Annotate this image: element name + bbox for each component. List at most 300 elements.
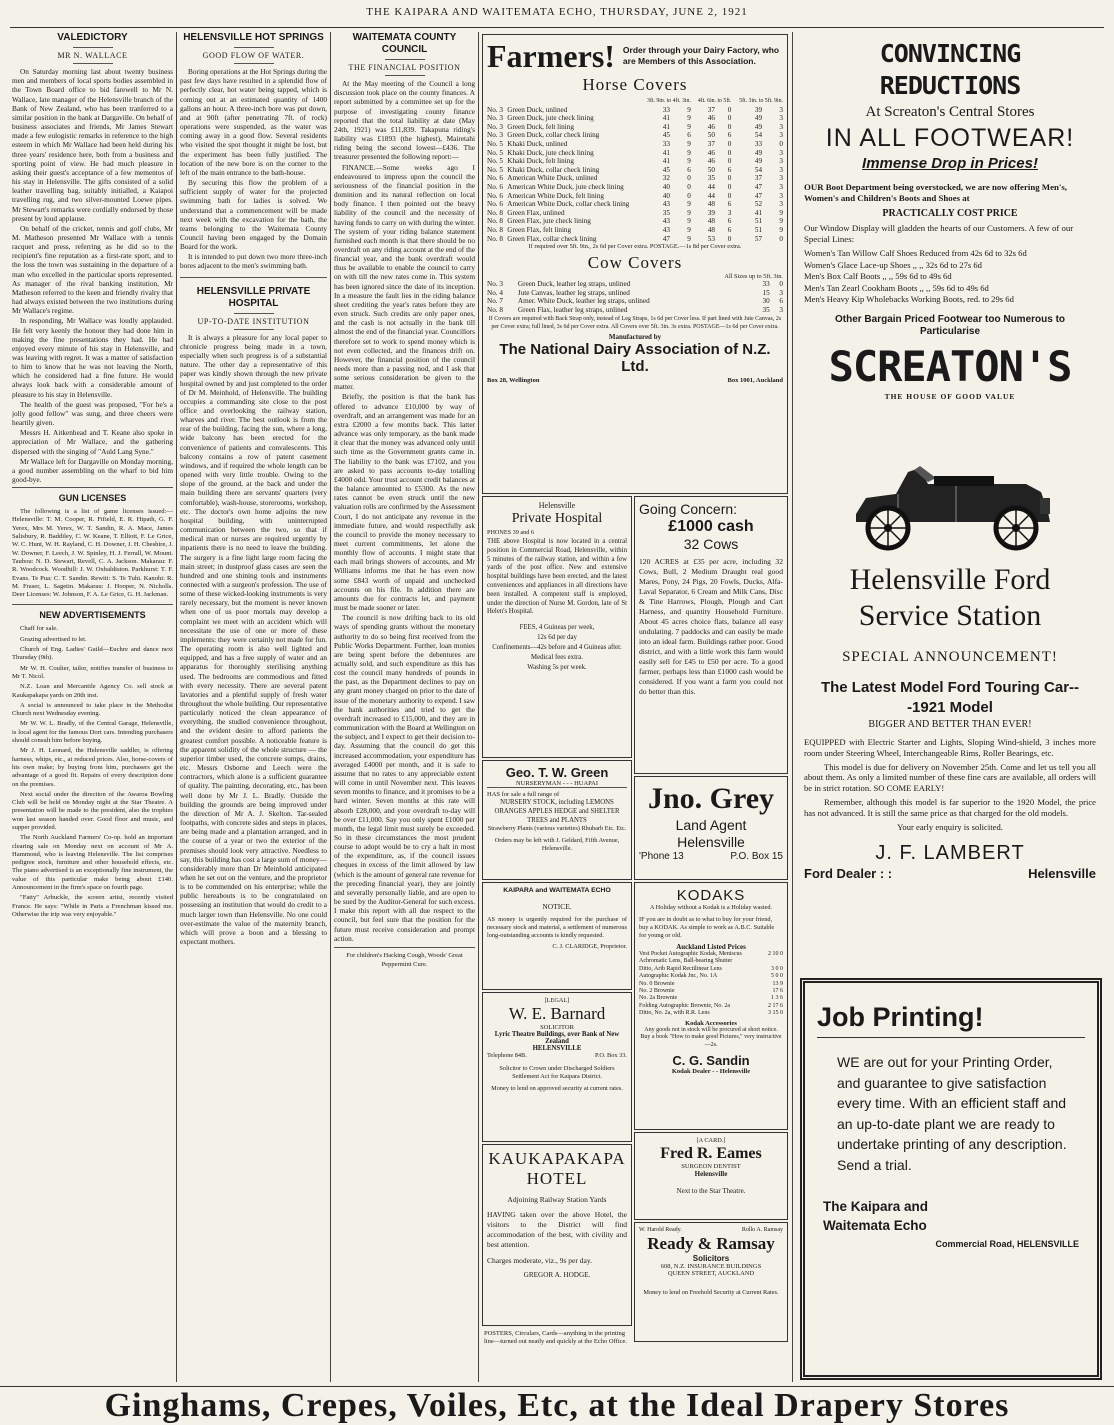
table-cell: 48 — [707, 225, 715, 234]
new-advertisements-title: NEW ADVERTISEMENTS — [39, 610, 146, 621]
table-cell: 41 — [662, 157, 670, 166]
table-cell: 0 — [727, 122, 732, 131]
table-cell: No. 8 — [487, 305, 503, 314]
table-cell: No. 3 — [487, 114, 503, 123]
kodak-price: 2 17 6 — [768, 1002, 783, 1009]
green-line: NURSERYMAN - - - HUAPAI — [487, 780, 627, 788]
grey-land-agent-ad — [634, 776, 788, 880]
article-title-2: HELENSVILLE PRIVATE HOSPITAL — [196, 285, 311, 309]
article-paragraph: On behalf of the cricket, tennis and golf clubs, Mr M. Matheson presented Mr Wallace with a tennis racquet and press, referring as he did so to the recipient's fine reputation as a first-rate sport, and to the loss the town was sustaining in the departure of a man who excelled in the particular sports represented. As manager of the rival banking institution, Mr Matheson referred to the keen and friendly rivalry that had always existed between the two institutions during Mr Wallace's regime. — [12, 223, 173, 316]
eames-role: SURGEON DENTIST — [681, 1163, 741, 1170]
table-cell: 0 — [779, 234, 783, 243]
table-cell: 37 — [707, 105, 715, 114]
table-cell: 40 — [662, 182, 670, 191]
screaton-footwear: IN ALL FOOTWEAR! — [825, 124, 1075, 152]
table-cell: 41 — [662, 148, 670, 157]
advertisement-item: A social is announced to take place in the Methodist Church next Wednesday evening. — [12, 701, 173, 718]
table-cell: 33 — [662, 139, 670, 148]
table-cell: 50 — [707, 131, 715, 140]
horse-covers-title: Horse Covers — [582, 75, 688, 94]
green-orders: Orders may be left with J. Geldard, Fifth Avenue, Helensville. — [494, 837, 620, 852]
grey-box: P.O. Box 15 — [730, 851, 783, 862]
table-cell: American White Duck, felt lining — [507, 191, 604, 200]
advertisement-item: "Fatty" Arbuckle, the screen artist, recently visited France. He says: "While in Paris a Frenchman kissed me. Otherwise the trip was very enjoyable." — [12, 894, 173, 918]
table-cell: 3 — [779, 200, 783, 209]
notice-signature: C. J. CLARIDGE, Proprietor. — [552, 943, 627, 950]
article-body-2 — [180, 333, 327, 946]
screaton-special-line: Women's Glace Lace-up Shoes ,, ,, 32s 6d to 27s 6d — [804, 259, 982, 270]
table-cell: 54 — [754, 131, 763, 140]
advertisement-item: Next social under the direction of the Awaroa Bowling Club will be held on Monday night at the Star Theatre. A presentation will be made to the president, also the trophies won last season handed over. Good floor and music, and supper provided. — [12, 790, 173, 831]
article-body — [180, 67, 327, 270]
barnard-name: W. E. Barnard — [508, 1004, 606, 1023]
table-cell: Jute Canvas, leather leg straps, unlined — [517, 288, 630, 297]
screaton-special-line: Women's Tan Willow Calf Shoes Reduced from 42s 6d to 32s 6d — [804, 248, 1027, 258]
cow-cover-row — [487, 280, 783, 289]
green-text: HAS for sale a full range of — [487, 791, 560, 798]
barnard-role: SOLICITOR — [540, 1024, 574, 1031]
table-cell: 0 — [779, 280, 783, 289]
table-cell: No. 6 — [487, 174, 503, 183]
association-name: The National Dairy Association of N.Z. Ltd. — [499, 341, 771, 376]
table-cell: 49 — [754, 122, 763, 131]
article-body — [12, 67, 173, 484]
manufactured-by: Manufactured by — [608, 333, 662, 342]
kodaks-tagline: A Holiday without a Kodak is a Holiday wasted. — [649, 904, 773, 911]
table-cell: Green Duck, collar check lining — [507, 131, 600, 140]
article-paragraph: Mr Wallace left for Dargaville on Monday morning, a good number assembling on the wharf to bid him good-bye. — [12, 456, 173, 485]
screaton-house: THE HOUSE OF GOOD VALUE — [884, 391, 1016, 401]
hospital-fee-line: Medical fees extra. — [531, 654, 583, 662]
table-cell: 0 — [687, 174, 691, 183]
barnard-address: Lyric Theatre Buildings, over Bank of New Zealand — [494, 1031, 620, 1045]
screaton-name: SCREATON'S — [828, 341, 1072, 391]
table-cell: 9 — [687, 139, 691, 148]
table-cell: 3 — [779, 288, 783, 297]
advertisement-item: The North Auckland Farmers' Co-op. hold an important clearing sale on Monday next on account of Mr A. Hammond, who is leaving Helensville. The list comprises pedigree stock, furniture and other household effects, etc. The piano advertised is an exceptionally fine instrument, the value of this particular make being about £140. Announcement in the firm's space on fourth page. — [12, 834, 173, 892]
table-cell: Green Flax, felt lining — [507, 225, 572, 234]
table-cell: 3 — [779, 122, 783, 131]
table-cell: 3 — [779, 182, 783, 191]
article-paragraph: It is intended to put down two more three-inch bores adjacent to the men's swimming bath. — [180, 252, 327, 271]
table-cell: 3 — [779, 157, 783, 166]
table-cell: 44 — [707, 182, 715, 191]
cow-covers-head: All Sizes up to 5ft. 3in. — [724, 273, 783, 281]
table-cell: 32 — [662, 174, 670, 183]
column-hot-springs — [180, 32, 327, 1384]
kodak-item: No. 2 Brownie — [639, 988, 675, 995]
cow-covers-note: If Covers are required with Back Strap only, instead of Leg Straps, 1s 6d per Cover less. If part lined with Jute Canvas, 2s per Cover extra; full lined, 3s 6d per Cover extra. All Covers over 5ft. 3in. 3s extra. POSTAGE—1s 6d per Cover extra. — [488, 316, 782, 330]
table-cell: 49 — [754, 114, 763, 123]
table-cell: 0 — [727, 148, 732, 157]
table-cell: 3 — [779, 174, 783, 183]
kodak-price: 5 0 0 — [771, 973, 783, 980]
kodak-price-row — [639, 966, 783, 973]
table-cell: 51 — [754, 217, 763, 226]
table-cell: 45 — [662, 165, 670, 174]
table-cell: 6 — [727, 131, 732, 140]
article-paragraph: By securing this flow the problem of a sufficient supply of water for the projected swimming bath for ladies is solved. We understand that a commencement will be made next week with the excavation for the bath, the teams belonging to the Waitemata County Council having been engaged by the Domain Board for the work. — [180, 178, 327, 252]
table-cell: 30 — [762, 297, 770, 306]
sandin-name: C. G. Sandin — [672, 1053, 750, 1069]
ford-car-illustration — [836, 454, 1064, 554]
table-cell: American White Duck, jute check lining — [507, 182, 624, 191]
hotel-charges: Charges moderate, viz., 9s per day. — [487, 1256, 592, 1265]
table-cell: 54 — [754, 165, 763, 174]
table-cell: 3 — [779, 131, 783, 140]
ready-partner-1: W. Harold Ready. — [639, 1227, 682, 1233]
kodaks-text: IF you are in doubt as to what to buy for your friend, buy a KODAK. As simple to work as A.B.C. Suitable for young or old. — [639, 916, 775, 939]
grey-name: Jno. Grey — [647, 782, 775, 815]
ford-better: BIGGER AND BETTER THAN EVER! — [868, 719, 1032, 730]
article-paragraph: Briefly, the position is that the bank has offered to advance £10,000 by way of overdraft, and an arrangement was made for an extra £2000 a few months back. This latter advance was only temporary, as the bank made it clear that the money was advanced only until such time as the Government grants came in. The liability to the bank was £7102, and you are asked to pass accounts to-day totalling £4000 odd. Your trust account credit balances at the balance amounted to £5300. As the new rates cannot be even struck until the new valuation rolls are confirmed by the Assessment Court, I do not anticipate any revenue in the immediate future, and would respectfully ask the council to provide the money necessary to meet current commitments, let alone the monthly flow of accounts. I might state that each mail brings showers of accounts, and Mr Williams informs me that he has even now some £843 worth of unpaid and unchecked accounts on his file. In addition there are amounts due for contracts let, and payment must be made sooner or later. — [334, 392, 475, 613]
table-cell: 39 — [707, 208, 715, 217]
hotel-text: HAVING taken over the above Hotel, the visitors to the District will find accommodation of the best, with civility and best attention. — [487, 1210, 627, 1249]
table-cell: 0 — [727, 234, 732, 243]
article-title: HELENSVILLE HOT SPRINGS — [183, 32, 324, 43]
hospital-fee-line: Washing 5s per week. — [527, 664, 587, 672]
table-cell: 49 — [754, 148, 763, 157]
barnard-town: HELENSVILLE — [532, 1045, 582, 1052]
table-cell: No. 6 — [487, 191, 503, 200]
farmers-ad — [482, 34, 788, 494]
kodaks-listed-prices: Auckland Listed Prices — [676, 943, 746, 951]
horse-cover-row — [487, 226, 783, 235]
table-cell: 39 — [754, 105, 763, 114]
new-advertisements-list — [12, 625, 173, 919]
table-cell: 46 — [707, 114, 715, 123]
ready-money: Money to lend on Freehold Security at Current Rates. — [643, 1289, 779, 1296]
ready-ramsay-ad — [634, 1222, 788, 1342]
box-wellington: Box 28, Wellington — [487, 377, 540, 385]
screaton-subtitle: At Screaton's Central Stores — [865, 104, 1035, 120]
advertisement-item: Mr W. H. Coulter, tailor, notifies transfer of business to Mr T. Nicol. — [12, 664, 173, 680]
table-cell: Green Flax, jute check lining — [507, 217, 591, 226]
ford-ad — [796, 444, 1104, 974]
article-paragraph: At the May meeting of the Council a long discussion took place on the county finances. A report submitted by a committee set up for the purpose of investigating county finance reported that the total liability at date (May 24th, 1921) was £11,839. Takapuna riding's liability was £1893 (the highest), Mairetahi riding being the second lowest—£436. The treasurer presented the following report:— — [334, 79, 475, 162]
table-cell: 33 — [762, 280, 770, 289]
kodak-price-row — [639, 995, 783, 1002]
green-extra: Strawberry Plants (various varieties) Rhubarb Etc. Etc. — [487, 825, 627, 832]
table-cell: 0 — [727, 105, 732, 114]
table-cell: 33 — [754, 139, 763, 148]
ford-text-2: This model is due for delivery on November 25th. Come and let us tell you all about them. As only a limited number of these fine cars are available, all orders will be in strict rotation. SO COME EARLY! — [804, 761, 1096, 794]
column-rule — [792, 32, 793, 1382]
table-cell: Khaki Duck, felt lining — [507, 157, 574, 166]
table-cell: 47 — [754, 182, 763, 191]
horse-cover-row — [487, 174, 783, 183]
going-cows: 32 Cows — [683, 536, 739, 552]
barnard-ad — [482, 992, 632, 1142]
table-cell: 46 — [707, 148, 715, 157]
horse-cover-row — [487, 123, 783, 132]
ready-street: QUEEN STREET, AUCKLAND — [667, 1270, 755, 1277]
article-title: WAITEMATA COUNTY COUNCIL — [352, 32, 457, 55]
table-cell: 0 — [727, 191, 732, 200]
eames-next: Next to the Star Theatre. — [676, 1187, 746, 1195]
table-cell: 0 — [727, 182, 732, 191]
table-cell: 9 — [779, 217, 783, 226]
posters-note: POSTERS, Circulars, Cards—anything in the printing line—turned out neatly and quickly at the Echo Office. — [484, 1330, 628, 1345]
table-cell: 50 — [707, 165, 715, 174]
table-cell: 43 — [662, 217, 670, 226]
table-cell: 9 — [687, 148, 691, 157]
table-cell: 3 — [779, 105, 783, 114]
horse-cover-row — [487, 131, 783, 140]
kodak-price-row — [639, 1010, 783, 1017]
table-cell: No. 4 — [487, 288, 503, 297]
table-cell: No. 5 — [487, 139, 503, 148]
kodak-price: 3 0 0 — [771, 965, 783, 972]
table-cell: No. 8 — [487, 217, 503, 226]
table-cell: No. 3 — [487, 122, 503, 131]
table-cell: No. 5 — [487, 157, 503, 166]
table-cell: 3 — [779, 305, 783, 314]
drapery-banner: Ginghams, Crepes, Voiles, Etc, at the Ideal Drapery Stores — [0, 1386, 1114, 1425]
horse-covers-note: If required over 5ft. 9in., 2s 6d per Cover extra. POSTAGE.—1s 8d per Cover extra. — [528, 243, 742, 251]
table-cell: 9 — [687, 234, 691, 243]
table-cell: 0 — [727, 174, 732, 183]
screaton-special-line: Men's Heavy Kip Wholebacks Working Boots, red. to 29s 6d — [804, 294, 1014, 305]
article-paragraph: In responding, Mr Wallace was loudly applauded. He felt very keenly the honour they had done him in making the fine presentations they had. He had enjoyed every minute of his stay in Helensville, and was leaving with regret. It was a matter of satisfaction to him to know that he was not leaving the North, which he considered had a fine future. He would always look back with a considerable amount of pleasure to his stay in Helensville. — [12, 316, 173, 399]
column-valedictory — [12, 32, 173, 1384]
table-cell: Green Flax, unlined — [507, 208, 565, 217]
table-cell: Khaki Duck, jute check lining — [507, 148, 594, 157]
ford-title-2: Service Station — [858, 599, 1042, 632]
table-cell: No. 3 — [487, 280, 503, 289]
table-cell: 3 — [727, 208, 732, 217]
top-rule — [10, 27, 1104, 28]
table-cell: 52 — [754, 200, 763, 209]
farmers-order-text: Order through your Dairy Factory, who are Members of this Association. — [622, 45, 780, 66]
advertisement-item: Chaff for sale. — [20, 625, 58, 633]
table-cell: 44 — [707, 191, 715, 200]
kodak-price-row — [639, 981, 783, 988]
table-cell: 6 — [727, 225, 732, 234]
grey-phone: 'Phone 13 — [639, 851, 684, 862]
table-cell: Green Duck, leather leg straps, unlined — [517, 280, 631, 289]
kodaks-title: KODAKS — [676, 887, 746, 904]
going-text: 120 ACRES at £35 per acre, including 32 Cows, Bull, 2 Medium Draught real good Mares, Pony, 24 Pigs, 20 Fowls, Ducks, Alfa-Laval Separator, 6 Cream and Milk Cans, Disc & Tine Harrows, Plough, Plough and Cart Harness, and quantity Household Furniture. About 45 acres choice flats, balance all easy undulating. 7 paddocks and can easily be made into an ideal farm. Buildings rather poor. Good district, and with a little work this farm would easily sell for £45 to £50 per acre. To a good farmer, perhaps less than £1000 cash would be considered. If you want a farm you could not do better than this. — [639, 557, 783, 696]
screaton-text: OUR Boot Department being overstocked, we are now offering Men's, Women's and Children's Boots and Shoes at — [804, 182, 1067, 203]
kodak-item: Vest Pocket Autographic Kodak, Meniscus Achromatic Lens, Ball-bearing Shutter — [639, 951, 742, 965]
table-cell: 41 — [662, 122, 670, 131]
article-subtitle: MR N. WALLACE — [57, 51, 128, 60]
barnard-legal: [LEGAL] — [544, 997, 570, 1004]
cow-cover-row — [487, 306, 783, 315]
column-rule — [330, 32, 331, 1382]
screaton-other: Other Bargain Priced Footwear too Numerous to Particularise — [834, 313, 1066, 337]
eames-town: Helensville — [694, 1170, 728, 1178]
table-cell: 9 — [779, 225, 783, 234]
notice-text: AS money is urgently required for the purchase of necessary stock and material, a settlement of numerous long-outstanding accounts is kindly requested. — [487, 916, 627, 939]
table-cell: 33 — [662, 105, 670, 114]
advertisement-item: N.Z. Loan and Mercantile Agency Co. sell stock at Kaukapakapa yards on 20th inst. — [12, 683, 173, 699]
table-cell: 9 — [687, 200, 691, 209]
screaton-ad — [796, 34, 1104, 442]
table-cell: No. 6 — [487, 200, 503, 209]
kodak-item: Folding Autographic Brownie, No. 2a — [639, 1002, 730, 1009]
article-body — [334, 79, 475, 943]
job-printing-ad — [800, 978, 1102, 1380]
cow-cover-row — [487, 289, 783, 298]
table-cell: 9 — [687, 217, 691, 226]
table-cell: 0 — [779, 139, 783, 148]
kodak-item: Autographic Kodak Jnr., No. 1A — [639, 973, 718, 980]
kodak-item: Ditto, No. 2a, with R.R. Lens — [639, 1010, 710, 1017]
kodak-price: 1 3 6 — [771, 995, 783, 1002]
footer-note: For children's Hacking Cough, Woods' Great Peppermint Cure. — [346, 951, 463, 968]
advertisement-item: Grazing advertised to let. — [20, 635, 87, 643]
table-cell: No. 3 — [487, 131, 503, 140]
advertisement-item: Mr J. H. Leonard, the Helensville saddler, is offering harness, whips, etc., at reduced prices. Also, horse-covers of his own make; by buying from him, purchasers get the advantage of a good fit. Repairs of every description done on the premises. — [12, 747, 173, 788]
column-county-council — [334, 32, 475, 1384]
table-cell: No. 6 — [487, 182, 503, 191]
table-cell: No. 5 — [487, 148, 503, 157]
ford-dealer-name: J. F. LAMBERT — [875, 841, 1025, 864]
table-cell: Green Duck, jute check lining — [507, 114, 594, 123]
table-cell: 49 — [754, 157, 763, 166]
table-cell: 41 — [662, 114, 670, 123]
private-hospital-ad — [482, 496, 632, 758]
horse-cover-row — [487, 114, 783, 123]
table-cell: 40 — [662, 191, 670, 200]
table-cell: 3 — [779, 148, 783, 157]
screaton-drop: Immense Drop in Prices! — [862, 155, 1038, 172]
table-cell: 3 — [779, 165, 783, 174]
green-title: Geo. T. W. Green — [505, 765, 609, 780]
table-cell: 9 — [687, 157, 691, 166]
table-cell: Khaki Duck, unlined — [507, 139, 568, 148]
column-rule — [478, 32, 479, 1382]
kaukapakapa-hotel-ad — [482, 1144, 632, 1326]
table-cell: 48 — [707, 200, 715, 209]
article-paragraph: The health of the guest was proposed, "For he's a jolly good fellow" was sung, and three cheers were heartily given. — [12, 399, 173, 428]
table-cell: Green Duck, felt lining — [507, 122, 574, 131]
table-cell: 0 — [727, 157, 732, 166]
going-price: £1000 cash — [668, 518, 754, 535]
kodaks-stock: Any goods not in stock will be procured at short notice. — [644, 1026, 778, 1033]
eames-card: [A CARD.] — [696, 1137, 726, 1144]
table-cell: 37 — [707, 139, 715, 148]
horse-cover-row — [487, 209, 783, 218]
going-concern-ad — [634, 496, 788, 774]
ford-text: EQUIPPED with Electric Starter and Lights, Sloping Wind-shield, 3 inches more room under Steering Wheel, Interchangeable Rims, Roller Bearings, etc. — [804, 737, 1096, 758]
notice-title: NOTICE. — [542, 902, 572, 911]
table-cell: No. 8 — [487, 225, 503, 234]
cow-covers-title: Cow Covers — [587, 253, 683, 273]
horse-cover-row — [487, 183, 783, 192]
table-cell: 43 — [662, 200, 670, 209]
job-text: WE are out for your Printing Order, and guarantee to give satisfaction every time. With an efficient staff and an up-to-date plant we are ready to undertake printing of any description. Send a trial. — [837, 1054, 1067, 1173]
ford-dealer-label: Ford Dealer : : — [804, 865, 893, 881]
job-title: Job Printing! — [817, 997, 1085, 1038]
article-subtitle: THE FINANCIAL POSITION — [348, 63, 461, 72]
column-rule — [176, 32, 177, 1382]
table-cell: 15 — [762, 288, 770, 297]
horse-cover-row — [487, 217, 783, 226]
table-cell: Green Flax, leather leg straps, unlined — [517, 305, 628, 314]
table-cell: 35 — [762, 305, 770, 314]
gun-licenses-text: The following is a list of game licenses issued:—Helensville: T. M. Cooper, R. Fifield, E. R. Hipath, G. F. Yerex, Mrs M. Yerex, W. T. Sandin, R. A. Mace, James Salisbury, R. Baddiley, C. W. Keane, T. Elliott, F. Le Grice, W. C. Hunt, W. H. Rayland, C. H. Downer, J. H. Cheshire, J. W. Downer, F. Leech, J. W. Spinley, H. J. Ferrall, W. Mount. Taubou: N. D. Stewart, Revell, C. A. Jackson. Makarau: F. R. Woodcock. Woodhill: J. W. Oxbaldiston. Parkhurst: T. F. Evans. Te Pua: C. T. Sandin. Rewiti: S. Te Tuhi. Kanohi: R. M. Fraser, L. Sagetin. Makarau: J. Hooper, N. Nicholls. Deer Licenses: W. Johnson, F. A. Le Grice, G. H. Jackman. — [12, 508, 173, 599]
masthead: THE KAIPARA AND WAITEMATA ECHO, THURSDAY, JUNE 2, 1921 — [366, 6, 748, 18]
table-cell: 41 — [754, 208, 763, 217]
cow-covers-table — [487, 280, 783, 314]
ford-latest-model: The Latest Model Ford Touring Car---1921 Model — [820, 679, 1080, 716]
table-cell: 43 — [662, 225, 670, 234]
table-cell: 9 — [687, 122, 691, 131]
table-cell: 51 — [754, 225, 763, 234]
article-paragraph: The council is now drifting back to its old ways of spending grants without the monetary authority to do so being first received from the Public Works Department. Further, loan monies are being spent before the debentures are actually sold, and such expenditure as this has cost the council many hundreds of pounds in the past, as the Department declines to pay on any grant money charged on prior to the date of issue of the monetary authority to expend. I saw the bank authorities and tried to get the overdraft increased to £15,000, and they are in communication with the Board at Wellington on the subject, and I expect to get their decision to-day. Assuming that the council do get this increased accommodation, your expenditure has averaged £4000 per month, and it is safe to assume that no rates to any appreciable extent will come in until November next. This leaves seven months to finance, and it promises to be a hard winter. Seven months at this rate will absorb £28,000, and your overdraft to-day will be over £11,000. Say you only spent £1000 per month, the legal limit must surely be exceeded. So in these circumstances the most prudent course to adopt would be to cry a halt in most of the expenditure, as, if the council issues cheques in excess of the limit allowed by law (which is the amount of general rate revenue for the preceding financial year), they are jointly and severally personally liable, and are open to be sued by the Auditor-General for such excess. I make this report with all due respect to the council, but feel sure that the position for the future must receive consideration and prompt action. — [334, 613, 475, 943]
article-paragraph: Boring operations at the Hot Springs during the past few days have resulted in a splendid flow of perfectly clear, hot water being tapped, which is coming out at an estimated quantity of 1400 gallons an hour. A three-inch bore was put down, and at 90ft (after penetrating 7ft. of rock) operations were suspended, as the water was coming away in a good flow. Several residents who visited the spot thought it might be lost, but the experiment has been fully justified. The location of the new bore is on the corner to the left of the main entrance to the bath-house. — [180, 67, 327, 177]
gun-licenses-title: GUN LICENSES — [58, 493, 127, 504]
eames-dentist-ad — [634, 1132, 788, 1220]
kodak-price: 17 6 — [772, 988, 783, 995]
kodak-price-row — [639, 951, 783, 966]
table-cell: Khaki Duck, collar check lining — [507, 165, 600, 174]
table-cell: American White Duck, collar check lining — [507, 200, 630, 209]
kodak-price: 3 15 0 — [768, 1010, 783, 1017]
article-subtitle: GOOD FLOW OF WATER. — [202, 51, 305, 60]
table-cell: Amer. White Duck, leather leg straps, unlined — [517, 297, 650, 306]
going-title: Going Concern: — [639, 501, 738, 517]
hospital-fee-line: Confinements—42s before and 4 Guineas after. — [492, 644, 622, 652]
table-cell: Green Flax, collar check lining — [507, 234, 597, 243]
box-auckland: Box 1001, Auckland — [727, 377, 783, 385]
kodaks-book: Buy a book "How to make good Pictures," very instructive—2s. — [640, 1034, 782, 1048]
table-cell: 47 — [662, 234, 670, 243]
kodak-price: 13 9 — [772, 980, 783, 987]
eames-name: Fred R. Eames — [660, 1145, 762, 1162]
hospital-fees — [487, 623, 627, 673]
kodak-dealer: Kodak Dealer - - Helensville — [671, 1068, 751, 1076]
kodak-price-row — [639, 1003, 783, 1010]
hospital-title: Private Hospital — [511, 511, 603, 526]
article-title: VALEDICTORY — [57, 32, 128, 43]
horse-cover-row — [487, 157, 783, 166]
horse-cover-row — [487, 192, 783, 201]
table-cell: American White Duck, unlined — [507, 174, 598, 183]
table-cell: 0 — [727, 114, 732, 123]
table-cell: No. 5 — [487, 165, 503, 174]
ford-text-3: Remember, although this model is far superior to the 1920 Model, the price has not advanced. It is still the same price as that charged for the old models. — [804, 796, 1096, 818]
kodaks-ad — [634, 882, 788, 1130]
table-cell: No. 8 — [487, 234, 503, 243]
ford-town: Helensville — [1028, 865, 1096, 881]
table-cell: 3 — [779, 114, 783, 123]
table-cell: 35 — [707, 174, 715, 183]
table-cell: No. 8 — [487, 208, 503, 217]
table-cell: No. 7 — [487, 297, 503, 306]
table-cell: Green Duck, unlined — [507, 105, 568, 114]
horse-covers-table: 3ft. 9in. to 4ft. 3in. 4ft. 6in. to 5ft. 5ft. 3in. to 5ft. 9in. No. 3 Green Duck, unlined 33 9 37 0 39 3 No. 3 Green Duck, jute check lining 41 9 46 0 49 3 No. 3 Green Duck, felt lining 41 9 46 0 49 3 No. 3 Green Duck, collar check lining 45 6 50 6 54 3 No. 5 Khaki Duck, unlined 33 9 37 0 33 0 No. 5 Khaki Duck, jute check lining 41 9 46 0 49 3 No. 5 Khaki Duck, felt lining 41 9 46 0 49 3 No. 5 Khaki Duck, collar check lining 45 6 50 6 54 3 No. 6 American White Duck, unlined 32 0 35 0 37 3 No. 6 American White Duck, jute check lining 40 0 44 0 47 3 No. 6 American White Duck, felt lining 40 0 44 0 47 3 No. 6 American White Duck, collar check lining 43 9 48 6 52 3 No. 8 Green Flax, unlined 35 9 39 3 41 9 No. 8 Green Flax, jute check lining 43 9 48 6 51 9 No. 8 Green Flax, felt lining 43 9 48 6 51 9 No. 8 Green Flax, collar check lining 47 9 53 0 57 0 — [487, 98, 783, 243]
kodak-price-row — [639, 973, 783, 980]
screaton-special-line: Men's Tan Zearl Cookham Boots ,, ,, 59s 6d to 49s 6d — [804, 282, 989, 293]
screaton-lines — [804, 248, 1096, 306]
table-cell: 37 — [754, 174, 763, 183]
ready-role: Solicitors — [692, 1254, 730, 1263]
article-subtitle-2: UP-TO-DATE INSTITUTION — [197, 316, 310, 326]
table-cell: 0 — [687, 182, 691, 191]
barnard-text: Solicitor to Crown under Discharged Soldiers Settlement Act for Kaipara District. — [499, 1065, 615, 1080]
hospital-town: Helensville — [538, 501, 576, 510]
hospital-fee-line: FEES, 4 Guineas per week, — [519, 624, 595, 632]
article-paragraph: On Saturday morning last about twenty business men and members of local sports bodies assembled in the Town Board office to bid farewell to Mr N. Wallace, late manager of the Helensville branch of the Bank of New Zealand, who has been tranferred to a similar position in the bank at Dargaville. On behalf of business associates and friends, Mr James Stewart made a few eulogistic remarks in reference to the high esteem in which Mr Wallace had been held during his three years' residence here, both from a business and sporting point of view. He had much pleasure in asking their guest's acceptance of a few mementos of his stay in Helensville. The gifts consisted of a solid leather travelling bag, suitably initialled, a Kaiapoi travelling rug, and two silver-mounted Loewe pipes. Mr Stewart's remarks were cordially endorsed by those present by loud applause. — [12, 67, 173, 223]
hospital-phones: PHONES 39 and 6 — [487, 529, 534, 536]
notice-head: KAIPARA and WAITEMATA ECHO — [503, 887, 611, 894]
job-paper-1: The Kaipara and — [823, 1199, 929, 1214]
table-cell: 46 — [707, 157, 715, 166]
